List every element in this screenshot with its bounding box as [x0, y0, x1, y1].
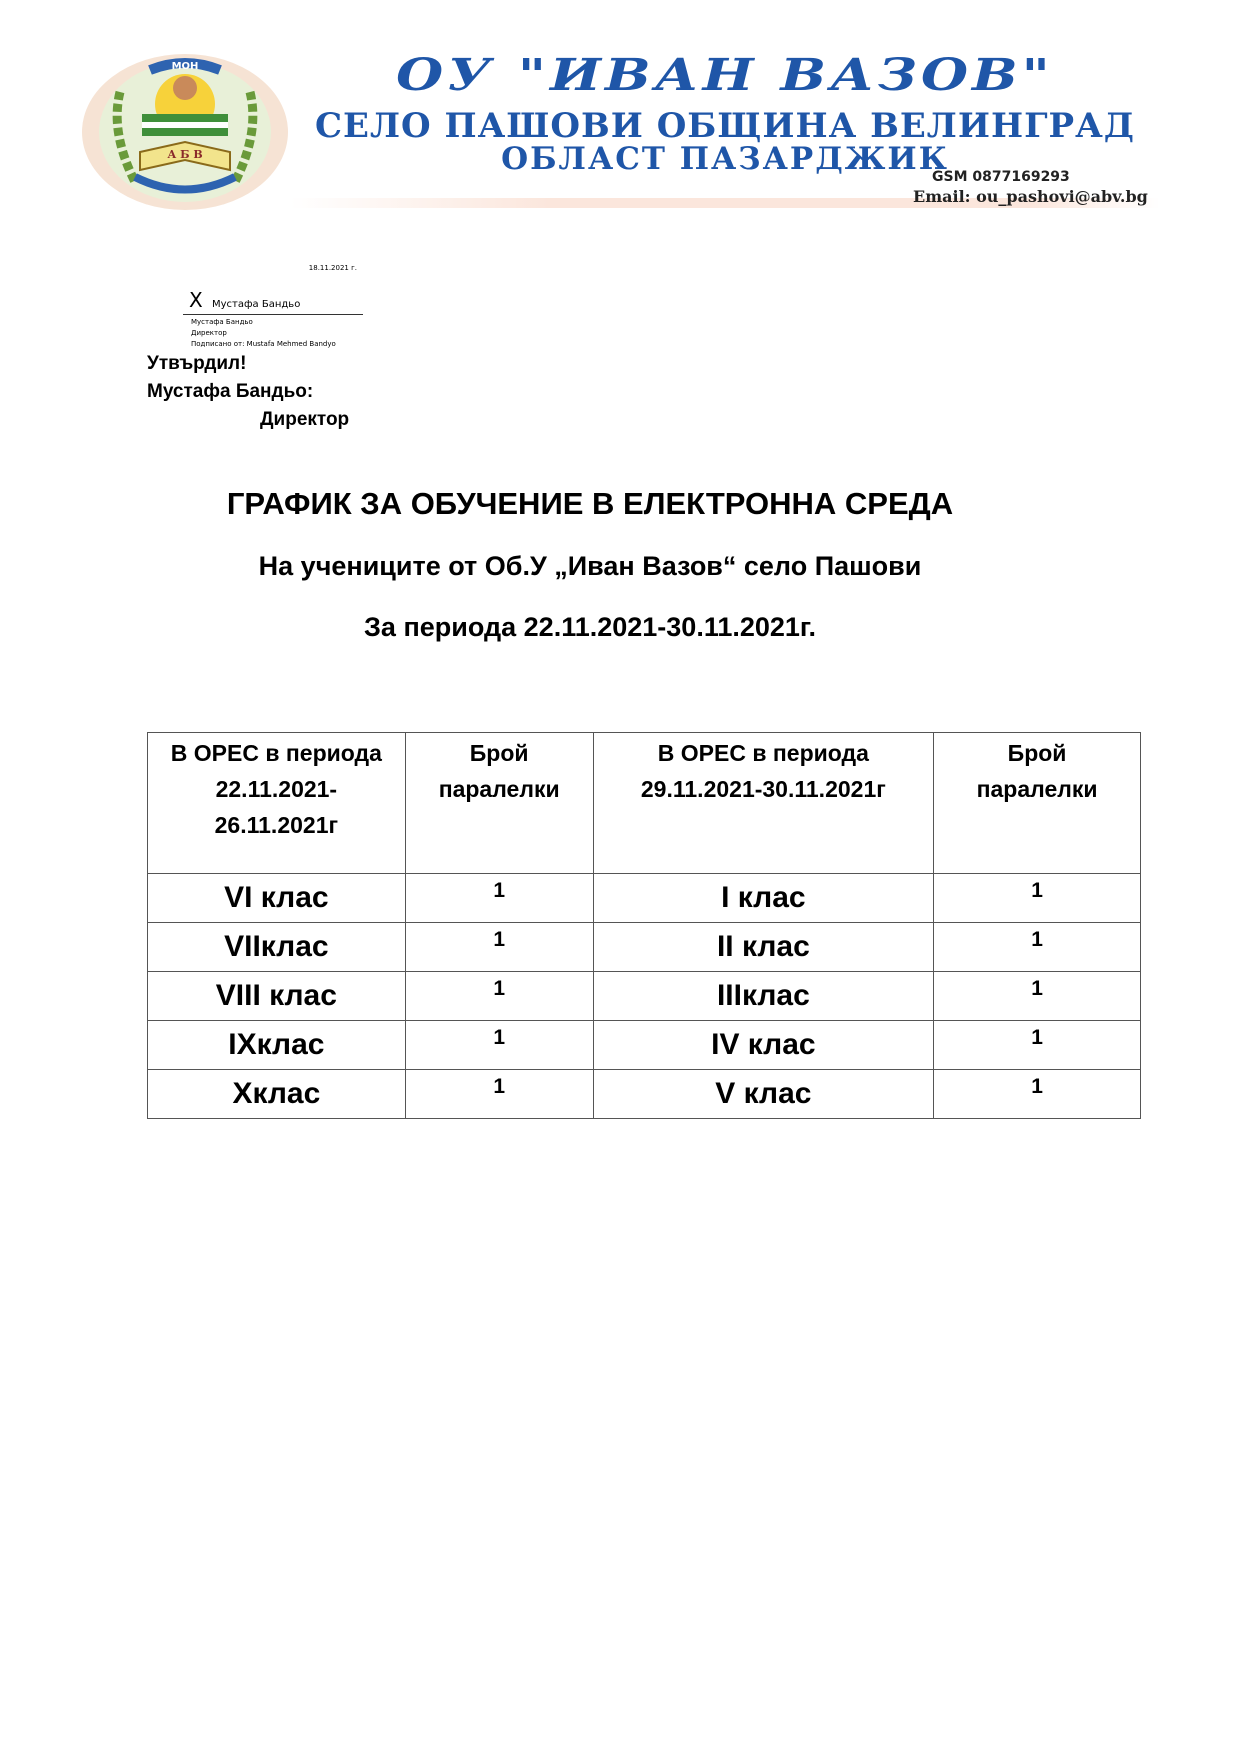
header-period-1: В ОРЕС в периода 22.11.2021- 26.11.2021г: [148, 733, 406, 874]
count-cell: 1: [405, 923, 593, 972]
class-cell: VIIклас: [148, 923, 406, 972]
document-subtitle: На учениците от Об.У „Иван Вазов“ село Пашови: [258, 551, 922, 581]
class-cell: II клас: [593, 923, 934, 972]
table-row: [148, 1070, 1141, 1119]
count-cell: 1: [934, 972, 1141, 1021]
signature-mark: X: [189, 288, 203, 312]
document-period: За периода 22.11.2021-30.11.2021г.: [364, 612, 816, 642]
count-cell: 1: [934, 1021, 1141, 1070]
count-cell: 1: [405, 1021, 593, 1070]
class-cell: IV клас: [593, 1021, 934, 1070]
count-cell: 1: [405, 874, 593, 923]
signature-signed-by: Подписано от: Mustafa Mehmed Bandyo: [191, 340, 336, 348]
svg-text:МОН: МОН: [171, 61, 199, 72]
signature-line: [183, 314, 363, 315]
class-cell: I клас: [593, 874, 934, 923]
table-header-row: [148, 733, 1141, 874]
table-row: [148, 972, 1141, 1021]
header-count-2: Брой паралелки: [934, 733, 1141, 874]
class-cell: VI клас: [148, 874, 406, 923]
class-cell: V клас: [593, 1070, 934, 1119]
signature-role: Директор: [191, 329, 227, 337]
count-cell: 1: [934, 923, 1141, 972]
class-cell: VIII клас: [148, 972, 406, 1021]
header-count-1: Брой паралелки: [405, 733, 593, 874]
school-location: СЕЛО ПАШОВИ ОБЩИНА ВЕЛИНГРАД: [314, 106, 1136, 146]
signature-date: 18.11.2021 г.: [308, 264, 357, 272]
table-row: [148, 1021, 1141, 1070]
svg-text:А Б В: А Б В: [167, 148, 203, 161]
signature-signer: Мустафа Бандьо: [191, 318, 253, 326]
approval-label: Утвърдил!: [147, 353, 247, 374]
school-email: Email: ou_pashovi@abv.bg: [913, 187, 1148, 206]
school-phone: GSM 0877169293: [932, 169, 1070, 185]
signature-name: Мустафа Бандьо: [212, 299, 301, 310]
header-period-2: В ОРЕС в периода 29.11.2021-30.11.2021г: [593, 733, 934, 874]
count-cell: 1: [405, 1070, 593, 1119]
document-title: ГРАФИК ЗА ОБУЧЕНИЕ В ЕЛЕКТРОННА СРЕДА: [226, 486, 954, 521]
school-logo-icon: [80, 52, 290, 212]
letterhead: [80, 48, 1160, 218]
class-cell: IIIклас: [593, 972, 934, 1021]
class-cell: IXклас: [148, 1021, 406, 1070]
table-row: [148, 923, 1141, 972]
electronic-signature: [183, 262, 363, 352]
approval-name: Мустафа Бандьо:: [147, 381, 314, 402]
table-row: [148, 874, 1141, 923]
count-cell: 1: [934, 874, 1141, 923]
schedule-table: [147, 732, 1141, 1119]
class-cell: Хклас: [148, 1070, 406, 1119]
approval-role: Директор: [260, 409, 350, 430]
count-cell: 1: [934, 1070, 1141, 1119]
school-name: ОУ "ИВАН ВАЗОВ": [396, 48, 1054, 101]
school-region: ОБЛАСТ ПАЗАРДЖИК: [501, 141, 949, 177]
count-cell: 1: [405, 972, 593, 1021]
